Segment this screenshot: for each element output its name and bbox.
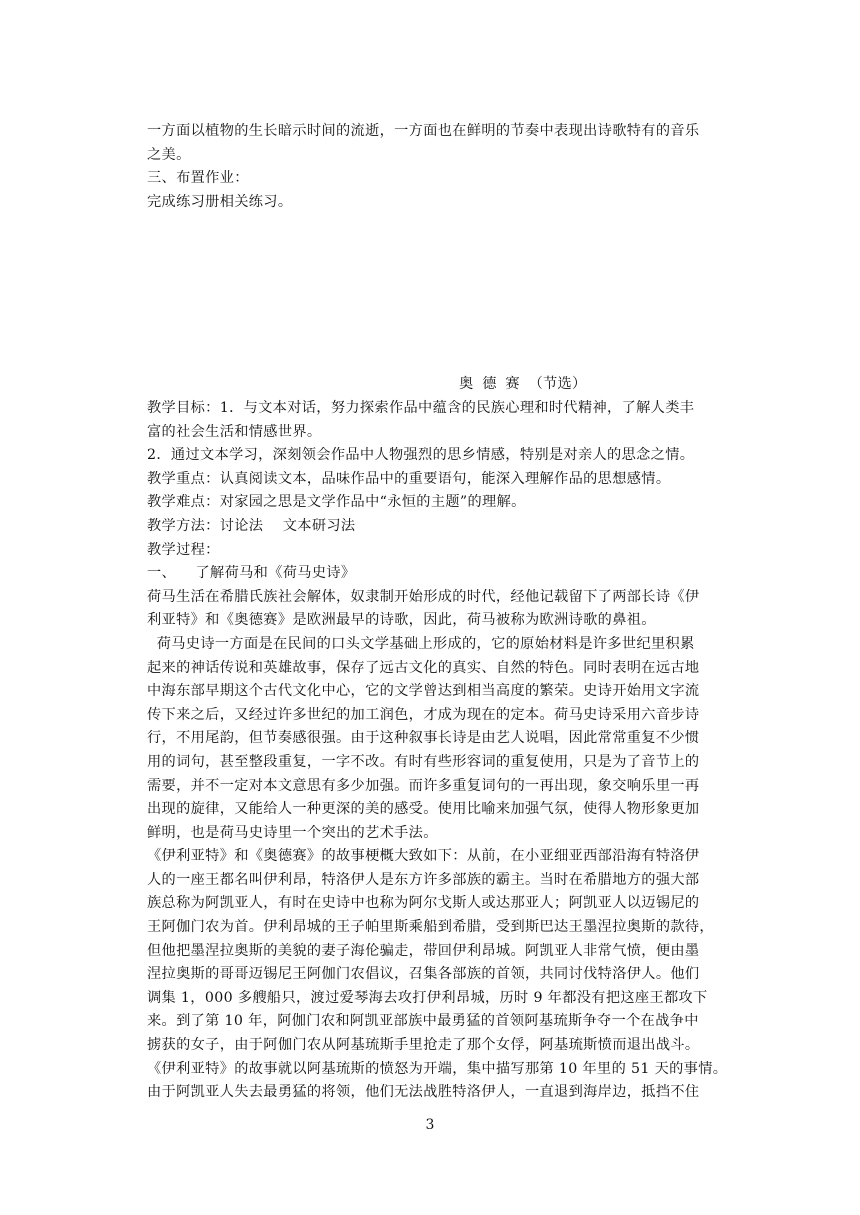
text-line: 行，不用尾韵，但节奏感很强。由于这种叙事长诗是由艺人说唱，因此常常重复不少惯 xyxy=(147,730,700,747)
text-line: 出现的旋律，又能给人一种更深的美的感受。使用比喻来加强气氛，使得人物形象更加 xyxy=(147,801,700,818)
text-line: 教学难点：对家园之思是文学作品中“永恒的主题”的理解。 xyxy=(147,494,526,511)
top-text-block xyxy=(147,120,717,214)
text-line: 来。到了第 10 年，阿伽门农和阿凯亚部族中最勇猛的首领阿基琉斯争夺一个在战争中 xyxy=(147,1013,699,1030)
lesson-title xyxy=(459,373,587,397)
text-line: 由于阿凯亚人失去最勇猛的将领，他们无法战胜特洛伊人，一直退到海岸边，抵挡不住 xyxy=(147,1084,700,1101)
text-line: 之美。 xyxy=(147,146,191,163)
text-line: 利亚特》和《奥德赛》是欧洲最早的诗歌，因此，荷马被称为欧洲诗歌的鼻祖。 xyxy=(147,612,656,629)
text-line: 传下来之后，又经过许多世纪的加工润色，才成为现在的定本。荷马史诗采用六音步诗 xyxy=(147,706,700,723)
section-heading: 一、 了解荷马和《荷马史诗》 xyxy=(147,565,356,582)
text-line: 2．通过文本学习，深刻领会作品中人物强烈的思乡情感，特别是对亲人的思念之情。 xyxy=(147,447,695,464)
text-line: 鲜明，也是荷马史诗里一个突出的艺术手法。 xyxy=(147,824,438,841)
text-line: 中海东部早期这个古代文化中心，它的文学曾达到相当高度的繁荣。史诗开始用文字流 xyxy=(147,683,700,700)
text-line: 用的词句，甚至整段重复，一字不改。有时有些形容词的重复使用，只是为了音节上的 xyxy=(147,753,700,770)
text-line: 教学重点：认真阅读文本，品味作品中的重要语句，能深入理解作品的思想感情。 xyxy=(147,470,671,487)
text-line: 《伊利亚特》的故事就以阿基琉斯的愤怒为开端，集中描写那第 10 年里的 51 天的事情。 xyxy=(147,1060,728,1077)
text-line: 教学过程： xyxy=(147,541,220,558)
text-line: 荷马生活在希腊氏族社会解体，奴隶制开始形成的时代，经他记载留下了两部长诗《伊 xyxy=(147,588,700,605)
text-line: 完成练习册相关练习。 xyxy=(147,193,293,210)
text-line: 但他把墨涅拉奥斯的美貌的妻子海伦骗走，带回伊利昂城。阿凯亚人非常气愤，便由墨 xyxy=(147,942,700,959)
text-line: 人的一座王都名叫伊利昂，特洛伊人是东方许多部族的霸主。当时在希腊地方的强大部 xyxy=(147,871,700,888)
section-heading: 三、布置作业： xyxy=(147,170,249,187)
text-line: 掳获的女子，由于阿伽门农从阿基琉斯手里抢走了那个女俘，阿基琉斯愤而退出战斗。 xyxy=(147,1037,700,1054)
text-line: 族总称为阿凯亚人，有时在史诗中也称为阿尔戈斯人或达那亚人；阿凯亚人以迈锡尼的 xyxy=(147,895,700,912)
text-line: 《伊利亚特》和《奥德赛》的故事梗概大致如下：从前，在小亚细亚西部沿海有特洛伊 xyxy=(147,848,700,865)
text-line: 涅拉奥斯的哥哥迈锡尼王阿伽门农倡议，召集各部族的首领，共同讨伐特洛伊人。他们 xyxy=(147,966,700,983)
text-line: 荷马史诗一方面是在民间的口头文学基础上形成的，它的原始材料是许多世纪里积累 xyxy=(147,635,695,652)
text-line: 王阿伽门农为首。伊利昂城的王子帕里斯乘船到希腊，受到斯巴达王墨涅拉奥斯的款待， xyxy=(147,919,714,936)
text-line: 起来的神话传说和英雄故事，保存了远古文化的真实、自然的特色。同时表明在远古地 xyxy=(147,659,700,676)
text-line: 一方面以植物的生长暗示时间的流逝，一方面也在鲜明的节奏中表现出诗歌特有的音乐 xyxy=(147,123,700,139)
page-number: 3 xyxy=(425,1117,435,1133)
main-text-block xyxy=(147,397,728,1105)
text-line: 需要，并不一定对本文意思有多少加强。而许多重复词句的一再出现，象交响乐里一再 xyxy=(147,777,700,794)
lesson-title-note: （节选） xyxy=(528,376,587,392)
text-line: 调集 1，000 多艘船只，渡过爱琴海去攻打伊利昂城，历时 9 年都没有把这座王都攻下 xyxy=(147,989,708,1006)
text-line: 教学方法：讨论法 文本研习法 xyxy=(147,517,356,534)
lesson-title-name: 奥德赛 xyxy=(459,376,529,392)
text-line: 富的社会生活和情感世界。 xyxy=(147,423,322,440)
text-line: 教学目标：1．与文本对话，努力探索作品中蕴含的民族心理和时代精神，了解人类丰 xyxy=(147,400,695,416)
